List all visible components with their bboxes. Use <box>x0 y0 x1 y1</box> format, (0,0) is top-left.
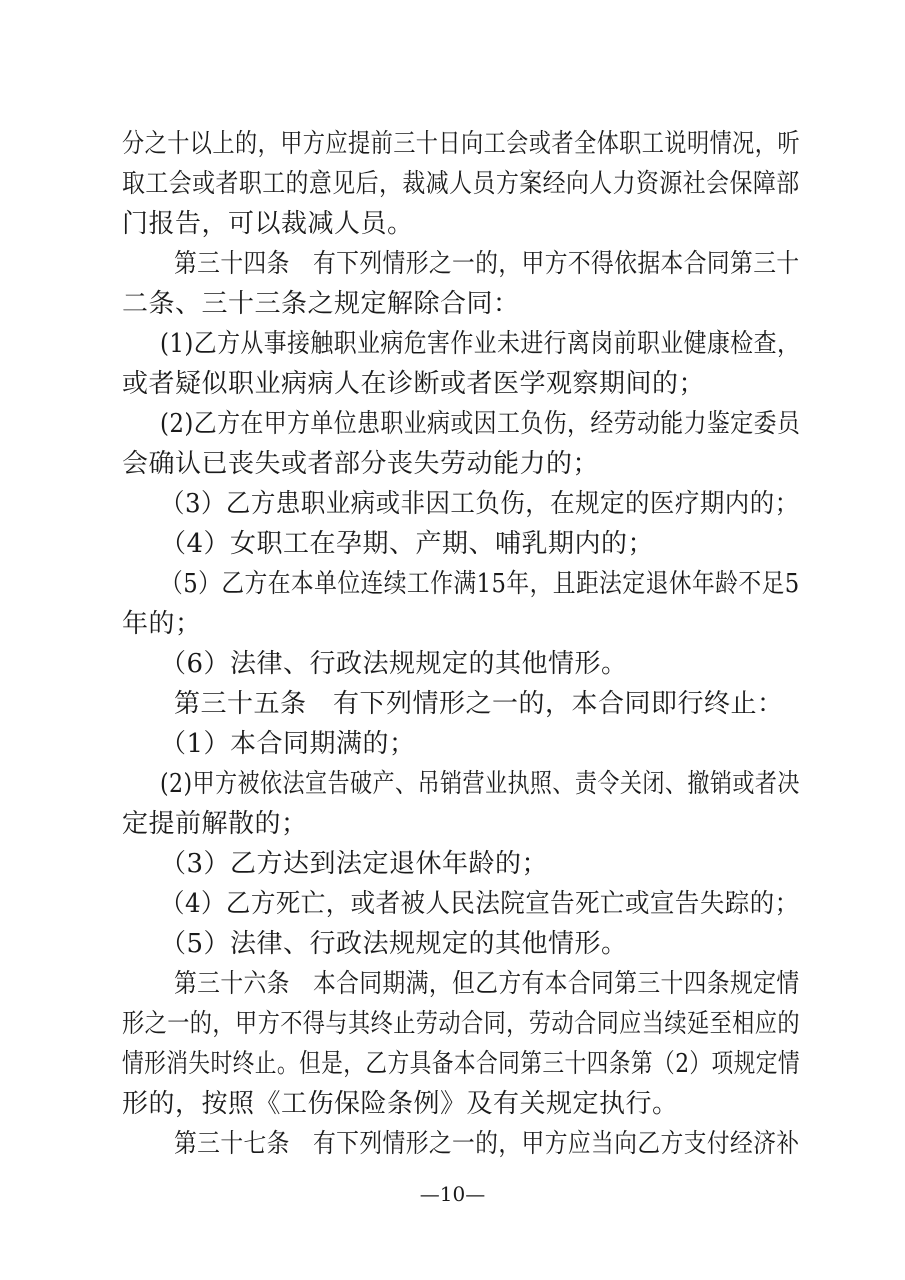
text-line: (1)乙方从事接触职业病危害作业未进行离岗前职业健康检查， <box>160 329 801 359</box>
text-line: （3）乙方达到法定退休年龄的； <box>160 849 549 879</box>
text-line: （4）女职工在孕期、产期、哺乳期内的； <box>160 529 655 559</box>
text-line: （5）乙方在本单位连续工作满15年，且距法定退休年龄不足5 <box>160 569 800 599</box>
text-line: （1）本合同期满的； <box>160 729 416 759</box>
text-line: 会确认已丧失或者部分丧失劳动能力的； <box>122 449 600 479</box>
text-line: 年的； <box>122 609 202 639</box>
text-line: (2)乙方在甲方单位患职业病或因工负伤，经劳动能力鉴定委员 <box>160 409 801 439</box>
text-line: 第三十四条 有下列情形之一的，甲方不得依据本合同第三十 <box>174 249 800 279</box>
text-line: （5）法律、行政法规规定的其他情形。 <box>160 929 628 959</box>
text-line: (2)甲方被依法宣告破产、吊销营业执照、责令关闭、撤销或者决 <box>160 769 800 799</box>
text-line: 定提前解散的； <box>122 809 308 839</box>
text-line: 分之十以上的，甲方应提前三十日向工会或者全体职工说明情况，听 <box>122 129 800 159</box>
text-line: 第三十七条 有下列情形之一的，甲方应当向乙方支付经济补 <box>174 1129 800 1159</box>
text-line: （4）乙方死亡，或者被人民法院宣告死亡或宣告失踪的； <box>160 889 800 919</box>
text-line: 第三十五条 有下列情形之一的，本合同即行终止： <box>174 689 784 719</box>
text-line: 形的，按照《工伤保险条例》及有关规定执行。 <box>122 1089 679 1119</box>
text-line: 或者疑似职业病病人在诊断或者医学观察期间的； <box>122 369 706 399</box>
text-line: 门报告，可以裁减人员。 <box>122 209 414 239</box>
text-line: 形之一的，甲方不得与其终止劳动合同，劳动合同应当续延至相应的 <box>122 1009 800 1039</box>
text-line: 二条、三十三条之规定解除合同： <box>122 289 520 319</box>
text-line: （3）乙方患职业病或非因工负伤，在规定的医疗期内的； <box>160 489 800 519</box>
text-line: （6）法律、行政法规规定的其他情形。 <box>160 649 628 679</box>
text-line: 取工会或者职工的意见后，裁减人员方案经向人力资源社会保障部 <box>122 169 800 199</box>
text-line: 情形消失时终止。但是，乙方具备本合同第三十四条第（2）项规定情 <box>122 1049 801 1079</box>
page-number: —10— <box>419 1182 486 1206</box>
text-line: 第三十六条 本合同期满，但乙方有本合同第三十四条规定情 <box>174 969 800 999</box>
